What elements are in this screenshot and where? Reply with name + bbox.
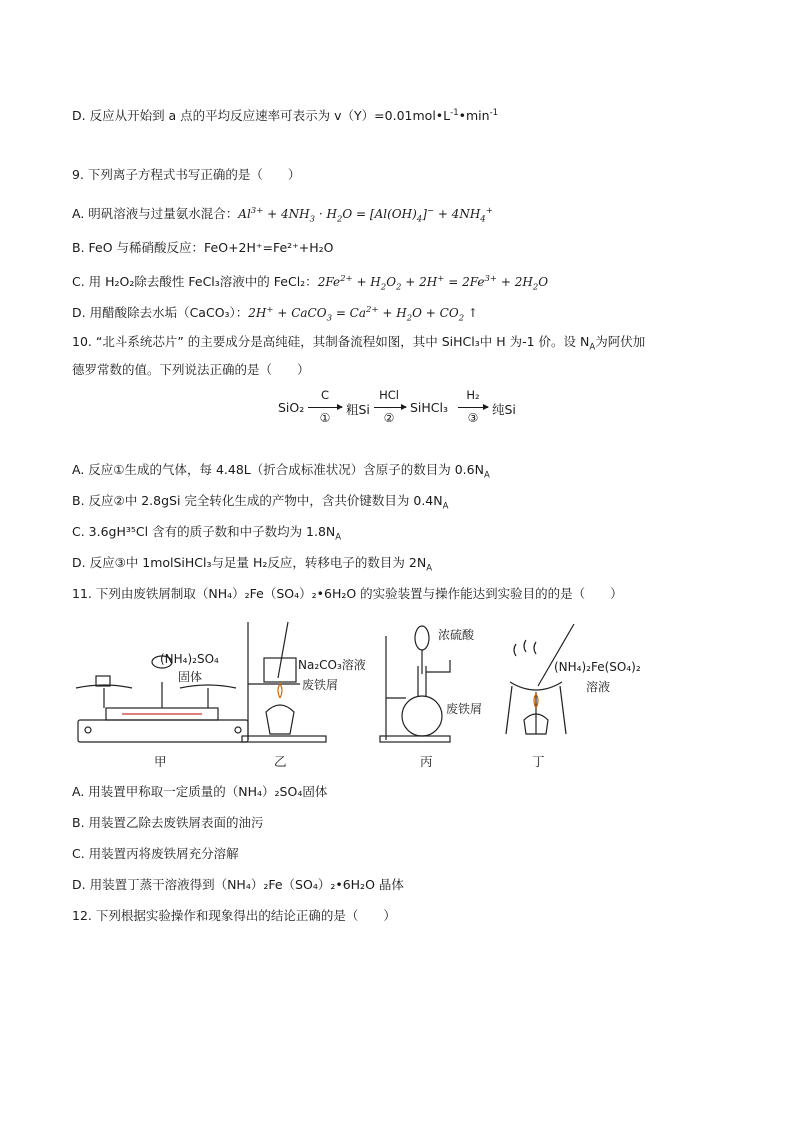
q10-a-sub: A	[483, 470, 490, 481]
q11-option-c: C. 用装置丙将废铁屑充分溶解	[72, 846, 239, 861]
flow-arrow-1	[308, 407, 342, 408]
q11-apparatus-figure	[66, 612, 666, 772]
stand-base-bing	[380, 736, 450, 742]
q10-option-b	[72, 492, 448, 516]
q9-option-c	[72, 270, 548, 296]
tripod-leg-2	[560, 686, 566, 734]
q10-stem-sub: A	[589, 342, 596, 353]
q9-option-d	[72, 301, 478, 327]
q11-option-a: A. 用装置甲称取一定质量的（NH₄）₂SO₄固体	[72, 784, 328, 799]
q10-option-c	[72, 523, 341, 547]
q9-option-c-text: C. 用 H₂O₂除去酸性 FeCl₃溶液中的 FeCl₂：	[72, 274, 318, 289]
flow-sio2: SiO₂	[278, 400, 305, 415]
round-flask-bing	[402, 696, 442, 736]
gas-outlet-tube	[426, 660, 450, 672]
label-bing-scrap: 废铁屑	[446, 702, 483, 716]
flow-crude-si: 粗Si	[346, 402, 370, 417]
separatory-funnel	[415, 626, 429, 650]
label-jia-solid: 固体	[178, 670, 203, 684]
label-yi-solution: Na₂CO₃溶液	[298, 658, 366, 672]
flow-step-3: ③	[467, 411, 479, 425]
apparatus-drawing	[66, 612, 666, 752]
q10-c-sub: A	[335, 532, 342, 543]
q9-option-a-text: A. 明矾溶液与过量氨水混合：	[72, 206, 239, 221]
flow-sihcl3: SiHCl₃	[410, 400, 449, 415]
q12-stem: 12. 下列根据实验操作和现象得出的结论正确的是（ ）	[72, 908, 396, 923]
caption-ding: 丁	[532, 754, 545, 769]
flow-reagent-2: HCl	[379, 388, 399, 402]
balance-foot-left	[85, 727, 91, 733]
q11-option-b: B. 用装置乙除去废铁屑表面的油污	[72, 815, 264, 830]
q8-sup-1: -1	[450, 108, 459, 118]
q9-stem: 9. 下列离子方程式书写正确的是（ ）	[72, 167, 301, 182]
q10-stem-line1	[72, 333, 645, 357]
flow-arrow-3	[458, 407, 488, 408]
label-yi-scrap: 废铁屑	[302, 678, 339, 692]
flow-step-2: ②	[383, 411, 395, 425]
q9-option-b: B. FeO 与稀硝酸反应：FeO+2H⁺=Fe²⁺+H₂O	[72, 240, 334, 255]
q9-option-d-equation: 2H+ + CaCO$_3$ = $Ca^{2+} + H_2O + CO_2$ ↑	[248, 305, 478, 324]
glass-rod-ding	[538, 624, 574, 686]
flame-yi	[278, 684, 282, 698]
q10-flow-diagram	[278, 388, 518, 430]
q8-option-d	[72, 104, 498, 125]
stand-base-yi	[242, 736, 326, 742]
tripod-leg-1	[506, 686, 512, 734]
flow-reagent-1: C	[320, 388, 330, 402]
flow-step-1: ①	[319, 411, 331, 425]
q9-option-a	[72, 202, 493, 228]
alcohol-lamp-yi	[266, 705, 294, 734]
flow-arrow-2	[374, 407, 406, 408]
q9-option-d-text: D. 用醋酸除去水垢（CaCO₃）：	[72, 305, 249, 320]
label-bing-acid: 浓硫酸	[438, 628, 475, 642]
label-jia-reagent: (NH₄)₂SO₄	[160, 652, 219, 666]
q11-stem: 11. 下列由废铁屑制取（NH₄）₂Fe（SO₄）₂•6H₂O 的实验装置与操作能达到实验目的的是（ ）	[72, 586, 623, 601]
label-ding-compound: (NH₄)₂Fe(SO₄)₂	[554, 660, 641, 674]
q10-option-d	[72, 554, 432, 578]
q10-option-a-text: A. 反应①生成的气体，每 4.48L（折合成标准状况）含原子的数目为 0.6N	[72, 462, 484, 477]
q8-sup-2: -1	[489, 108, 499, 118]
q10-stem-text: 10. “北斗系统芯片” 的主要成分是高纯硅，其制备流程如图，其中 SiHCl₃中 H 为-1 价。设 N	[72, 334, 590, 349]
caption-jia: 甲	[154, 754, 167, 769]
q10-b-sub: A	[442, 501, 449, 512]
flow-pure-si: 纯Si	[492, 402, 516, 417]
q10-option-a	[72, 461, 490, 485]
flow-reagent-3: H₂	[466, 388, 480, 402]
balance-base	[78, 720, 248, 742]
q10-option-d-text: D. 反应③中 1molSiHCl₃与足量 H₂反应，转移电子的数目为 2N	[72, 555, 427, 570]
steam-lines	[514, 640, 536, 656]
q11-option-d: D. 用装置丁蒸干溶液得到（NH₄）₂Fe（SO₄）₂•6H₂O 晶体	[72, 877, 404, 892]
balance-right-pan	[180, 685, 236, 688]
caption-bing: 丙	[420, 754, 433, 769]
q9-option-c-equation: $2Fe^{2+} + H_2O_2 + 2H^+ = 2Fe^{3+} + 2H_2O$	[317, 274, 549, 293]
label-ding-solution: 溶液	[586, 680, 611, 694]
caption-yi: 乙	[274, 754, 287, 769]
q8-mid: •min	[458, 108, 490, 124]
q9-option-a-equation: $Al^{3+} + 4NH_3 \cdot H_2O = [Al(OH)_4]^- + 4NH_4^+$	[238, 206, 493, 225]
evaporating-dish	[510, 682, 562, 690]
q8-option-d-text: D. 反应从开始到 a 点的平均反应速率可表示为 v（Y）=0.01mol•L	[72, 108, 451, 124]
q10-option-c-text: C. 3.6gH³⁵Cl 含有的质子数和中子数均为 1.8N	[72, 524, 336, 539]
q10-stem-line2: 德罗常数的值。下列说法正确的是（ ）	[72, 362, 310, 377]
q10-d-sub: A	[426, 563, 433, 574]
balance-foot-right	[235, 727, 241, 733]
q10-stem-end: 为阿伏加	[595, 334, 646, 349]
q10-option-b-text: B. 反应②中 2.8gSi 完全转化生成的产物中，含共价键数目为 0.4N	[72, 493, 443, 508]
glass-rod-yi	[278, 622, 288, 678]
